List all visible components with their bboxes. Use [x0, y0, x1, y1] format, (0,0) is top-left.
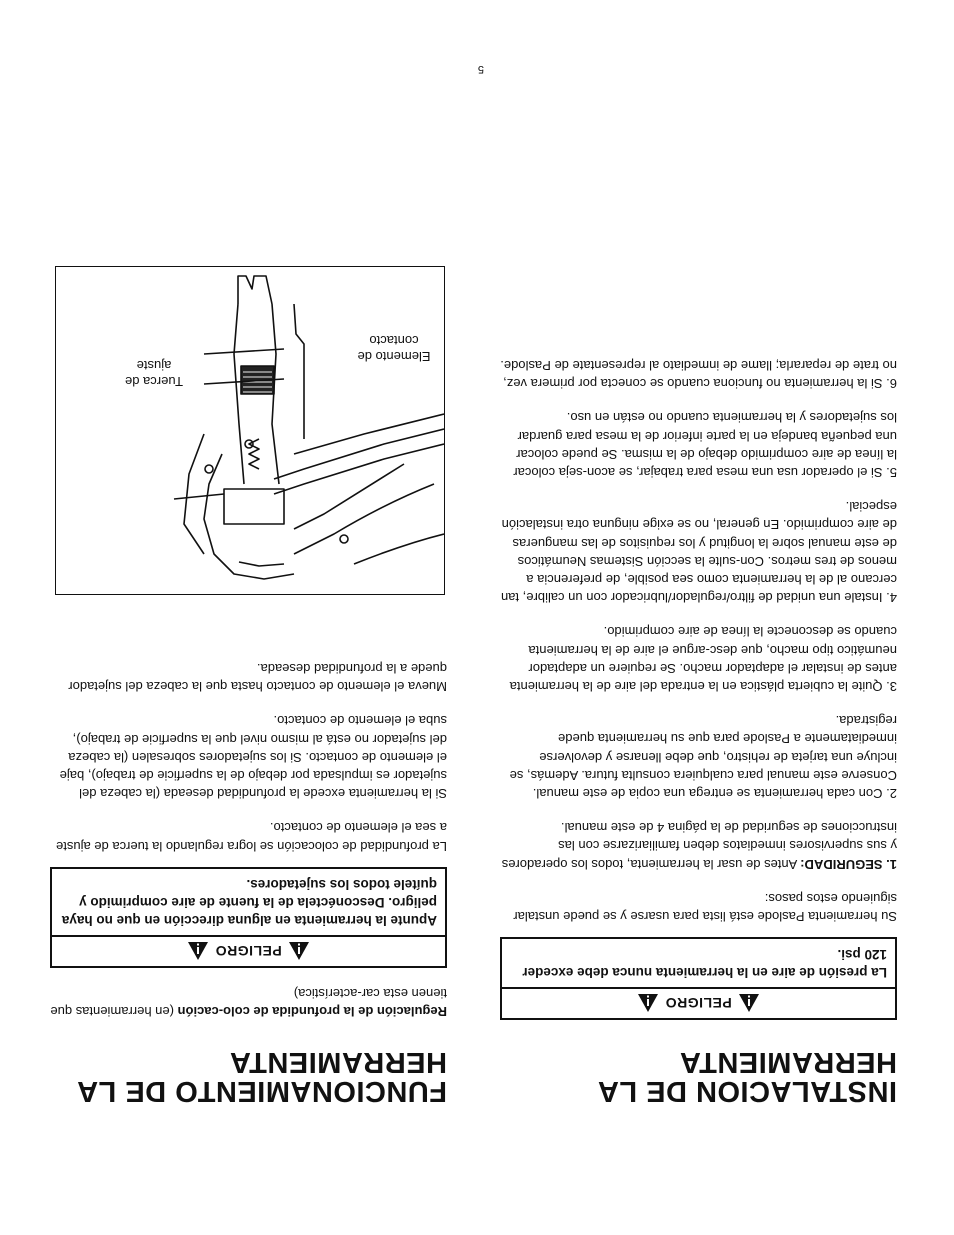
- warning-text: Apunte la herramienta en alguna dirección en que no haya peligro. Desconéctela de la fuente de aire comprimido y quítele todos los sujetadores.: [61, 876, 437, 928]
- operation-warning-box: [50, 867, 447, 968]
- warning-header: [52, 935, 445, 966]
- subhead-bold: Regulación de la profundida de colo-cación: [177, 1004, 447, 1019]
- warning-icon: [738, 994, 760, 1014]
- warning-icon: [187, 941, 209, 961]
- step-2: 2. Con cada herramienta se entrega una copia de este manual. Conserve este manual para cualquiera consulta futura. Además, se incluye una tarjeta de rehistro, que debe llenarse y devolverse inmediatamente a Paslode para que su herramienta quede registrada.: [509, 713, 897, 801]
- label-adjust-nut: Tuerca de ajuste: [124, 358, 184, 389]
- installation-intro: Su herramienta Paslode está lista para usarse y se puede unstalar siguiendo estos pasos:: [513, 890, 897, 924]
- warning-header: [502, 987, 895, 1018]
- tool-diagram: [55, 266, 445, 595]
- operation-p2: Si la herramienta excede la profundidad deseada (la cabeza del sujetador es impulsada por debajo de la superficie de trabajo), baje el elemento de contacto. Si los sujetadores sobresalen (la cabeza del sujetador no está al mismo nivel que la superficie de trabajo), suba el elemento de contacto.: [59, 713, 447, 802]
- subhead-rest: (en herramientas que tienen esta car-acterística): [50, 985, 447, 1019]
- step-1-lead: 1. SEGURIDAD:: [800, 856, 897, 872]
- step-1: [500, 818, 897, 873]
- operation-subhead: [50, 984, 447, 1020]
- label-contact-element: Elemento de contacto: [357, 333, 431, 364]
- operation-title: FUNCIONAMIENTO DE LA HERRAMIENTA: [77, 1046, 447, 1107]
- step-5: 5. Si el operador usa una mesa para trabajar, se acon-seja colocar la línea de aire comprimido debajo de la misma. Se puede colocar una pequeña bandeja en la parte inferior de la mesa para guardar los sujetadores y la herramienta cuando no están en uso.: [513, 410, 897, 480]
- operation-p3: Mueva el elemento de contacto hasta que la cabeza del sujetador quede a la profundidad deseada.: [68, 660, 447, 695]
- step-6: 6. Si la herramienta no funciona cuando se conecta por primera vez, no trate de repararla; llame de inmediato al representate de Paslode.: [500, 357, 897, 392]
- step-1-text: Antes de usar la herramienta, todos los operadores y sus supervisores inmediatos deben familiarizarse con las instrucciones de seguridad de la página 4 de este manual.: [501, 820, 897, 872]
- tool-illustration: [56, 267, 444, 594]
- warning-icon: [637, 994, 659, 1014]
- warning-icon: [288, 941, 310, 961]
- step-4: 4. Instale una unidad de filtro/regulador/lubricador con un calibre, tan cercano al de la herramienta como sea posible, de preferencia a menos de tres metros. Con-sulte la sección Sistemas Neumáticos de este manual sobre la longitud y los requisitos de las mangueras de aire comprimido. En general, no se exige ninguna otra instalación especial.: [500, 499, 897, 606]
- warning-label: PELIGRO: [665, 995, 732, 1012]
- page-number: 5: [477, 63, 484, 75]
- operation-p1: La profundidad de colocación se logra regulando la tuerca de ajuste a sea el elemento de contacto.: [56, 820, 447, 854]
- installation-warning-box: [500, 937, 897, 1020]
- installation-column: [500, 340, 897, 1105]
- operation-column: [50, 643, 447, 1105]
- step-3: 3. Quite la cubierta plástica en la entrada del aire de la herramienta antes de instalar el adaptador macho. Se requiere un adaptador neumático tipo macho, que desc-argue el aire de la herramienta cuando se desconecte la línea de aire comprimido.: [509, 624, 897, 694]
- installation-title: INSTALACION DE LA HERRAMIENTA: [598, 1046, 897, 1107]
- warning-label: PELIGRO: [215, 943, 282, 960]
- warning-text: La presión de aire en la herramienta nunca debe exceder 120 psi.: [522, 947, 887, 980]
